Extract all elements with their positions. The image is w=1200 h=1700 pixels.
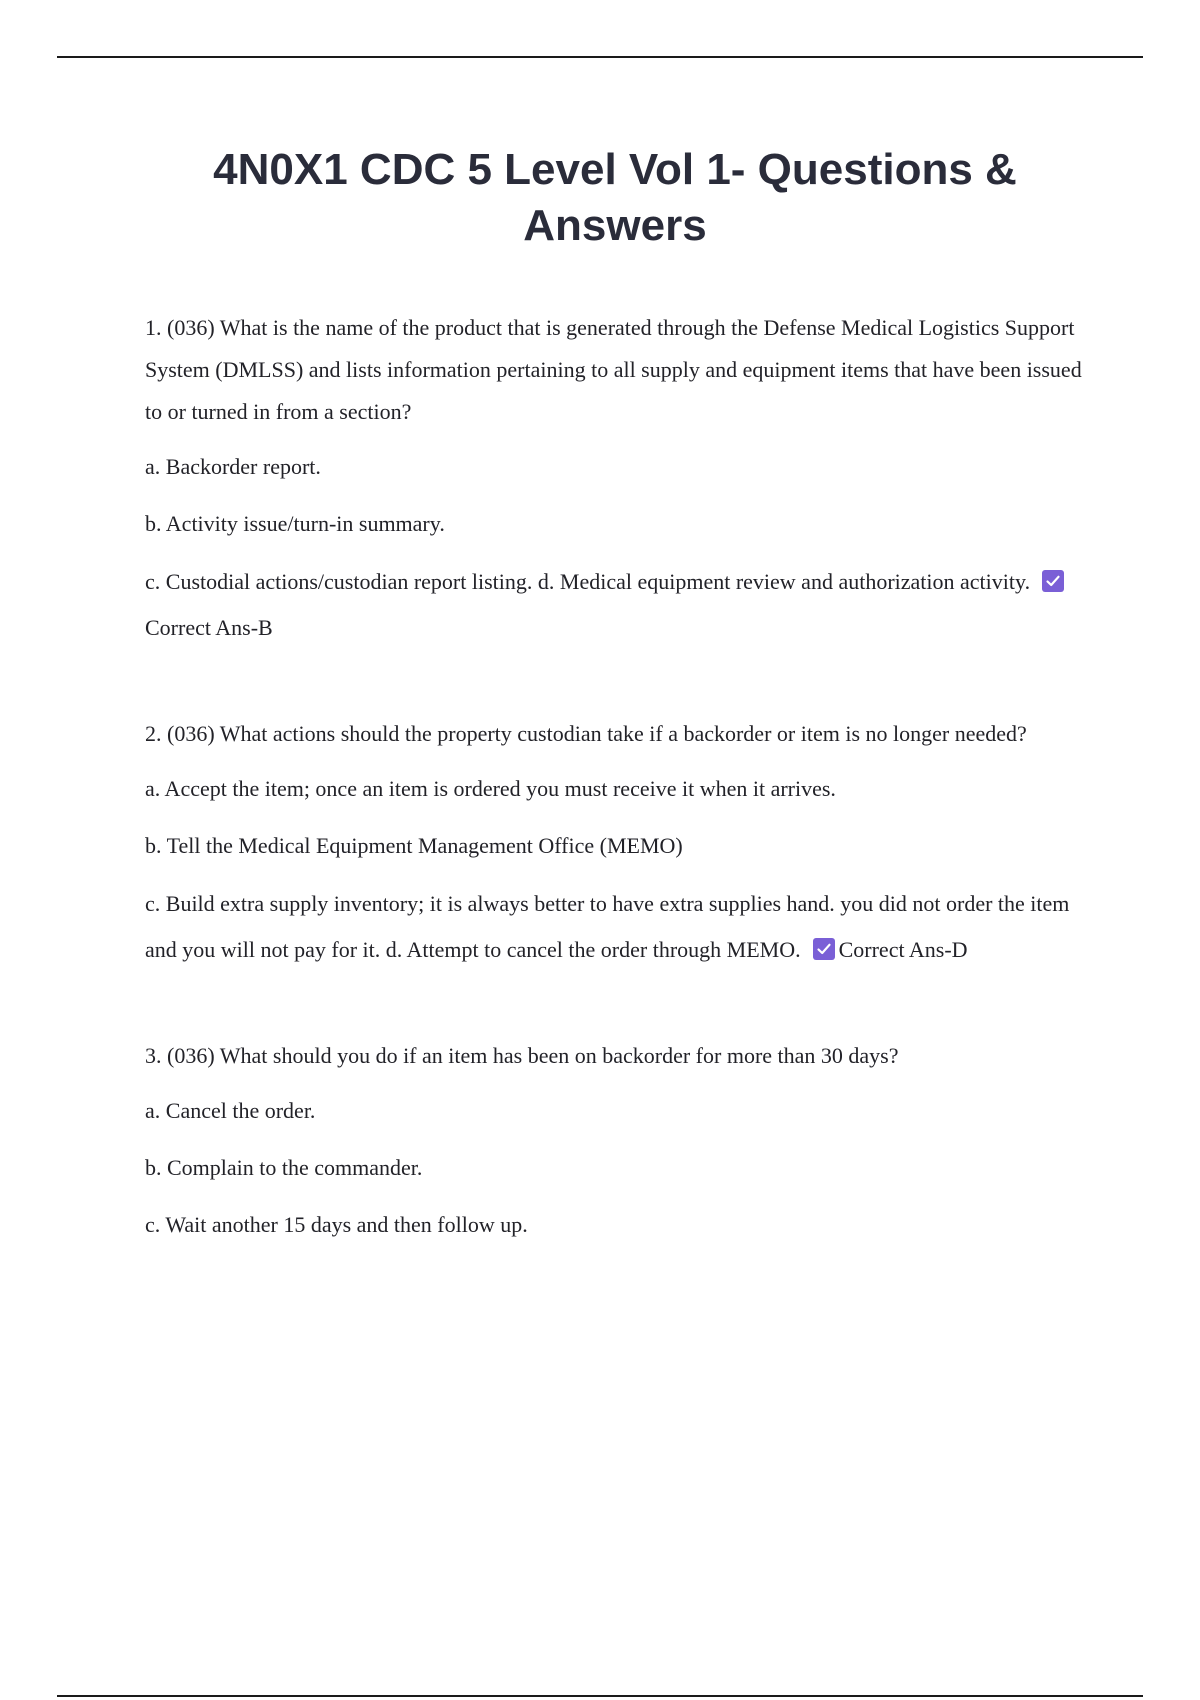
option-c: c. Wait another 15 days and then follow up. [145, 1212, 528, 1237]
option-b: b. Tell the Medical Equipment Management Office (MEMO) [145, 833, 683, 858]
option-b: b. Activity issue/turn-in summary. [145, 511, 445, 536]
question-2 [145, 713, 1090, 973]
question-text: 3. (036) What should you do if an item has been on backorder for more than 30 days? [145, 1043, 899, 1068]
option-c-text: c. Build extra supply inventory; it is always better to have extra supplies hand. you did not order the item and you will not pay for it. d. Attempt to cancel the order through MEMO. [145, 891, 1070, 962]
question-text: 1. (036) What is the name of the product that is generated through the Defense Medical Logistics Support System (DMLSS) and lists information pertaining to all supply and equipment items that have been issued to or turned in from a section? [145, 315, 1082, 424]
option-a: a. Accept the item; once an item is ordered you must receive it when it arrives. [145, 776, 836, 801]
question-1 [145, 307, 1090, 651]
question-3 [145, 1035, 1090, 1247]
top-divider [57, 56, 1143, 58]
option-c [145, 881, 1090, 973]
option-a: a. Cancel the order. [145, 1098, 316, 1123]
checkbox-checked-icon [813, 938, 835, 960]
question-text: 2. (036) What actions should the property custodian take if a backorder or item is no longer needed? [145, 721, 1027, 746]
document-title: 4N0X1 CDC 5 Level Vol 1- Questions & Answers [213, 145, 1017, 250]
option-b: b. Complain to the commander. [145, 1155, 423, 1180]
checkbox-checked-icon [1042, 570, 1064, 592]
option-a: a. Backorder report. [145, 454, 321, 479]
questions-list [145, 307, 1090, 1260]
option-c-text: c. Custodial actions/custodian report listing. d. Medical equipment review and authorization activity. [145, 569, 1031, 594]
option-c [145, 559, 1090, 651]
correct-answer: Correct Ans-D [838, 937, 968, 962]
bottom-divider [57, 1695, 1143, 1697]
correct-answer: Correct Ans-B [145, 615, 273, 640]
